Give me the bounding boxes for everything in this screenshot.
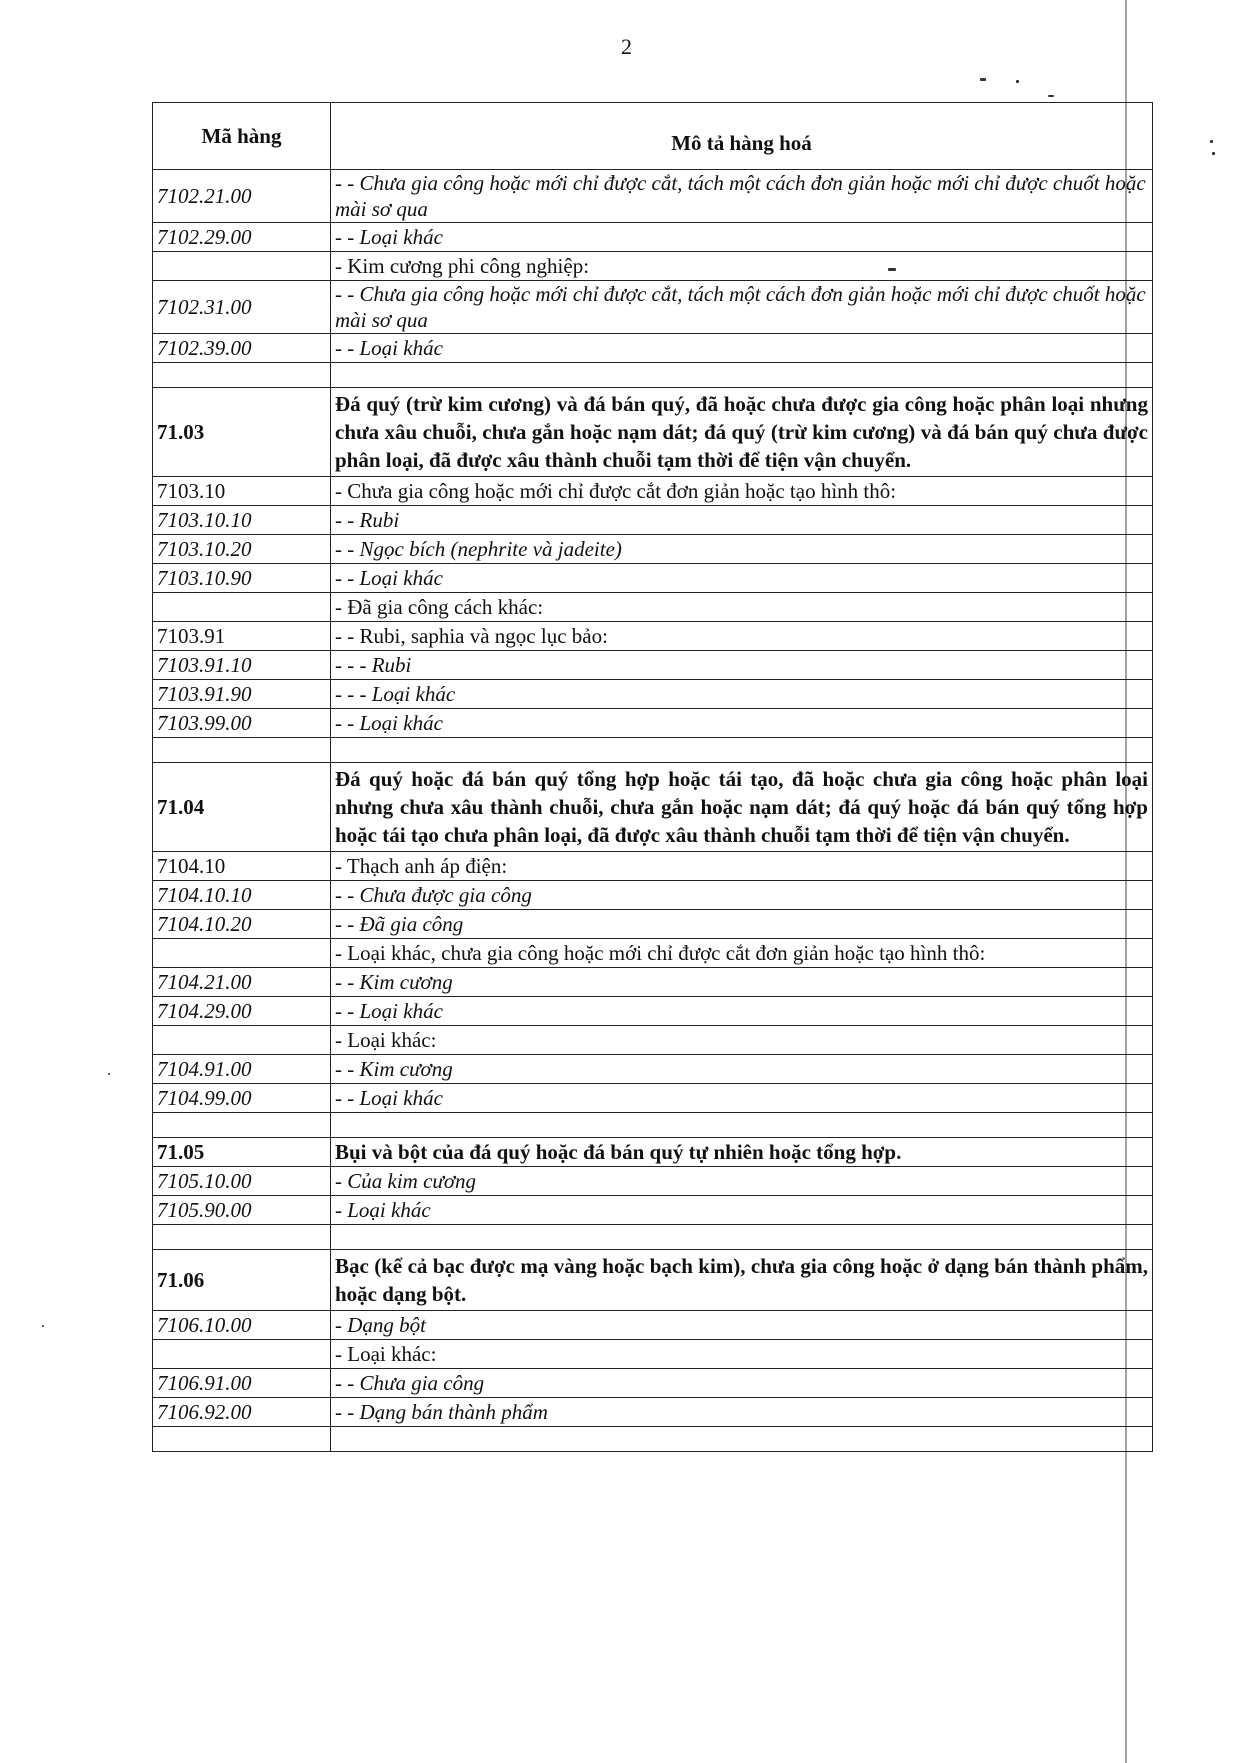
hs-code-cell xyxy=(153,738,331,763)
hs-code-cell: 7104.21.00 xyxy=(153,968,331,997)
table-row xyxy=(153,709,1153,738)
description-cell xyxy=(331,1225,1153,1250)
description-cell: Đá quý (trừ kim cương) và đá bán quý, đã hoặc chưa được gia công hoặc phân loại nhưng chưa xâu chuỗi, chưa gắn hoặc nạm dát; đá quý (trừ kim cương) và đá bán quý chưa được phân loại, đã được xâu thành chuỗi tạm thời để tiện vận chuyển. xyxy=(331,388,1153,477)
table-row xyxy=(153,1084,1153,1113)
hs-code-cell: 7103.10.20 xyxy=(153,535,331,564)
description-cell: - - Chưa gia công hoặc mới chỉ được cắt, tách một cách đơn giản hoặc mới chỉ được chuốt hoặc mài sơ qua xyxy=(331,281,1153,334)
table-header-row xyxy=(153,103,1153,170)
table-row xyxy=(153,1196,1153,1225)
hs-code-cell: 7106.92.00 xyxy=(153,1398,331,1427)
description-cell: - - Dạng bán thành phẩm xyxy=(331,1398,1153,1427)
hs-code-cell: 7106.10.00 xyxy=(153,1311,331,1340)
table-row xyxy=(153,997,1153,1026)
hs-code-cell xyxy=(153,252,331,281)
table-row xyxy=(153,1250,1153,1311)
description-cell: - - Chưa được gia công xyxy=(331,881,1153,910)
table-row xyxy=(153,852,1153,881)
hs-code-cell: 7104.10.20 xyxy=(153,910,331,939)
description-cell: - - Chưa gia công hoặc mới chỉ được cắt, tách một cách đơn giản hoặc mới chỉ được chuốt hoặc mài sơ qua xyxy=(331,170,1153,223)
hs-code-cell: 7102.31.00 xyxy=(153,281,331,334)
scan-speck xyxy=(1016,80,1019,83)
hs-code-cell xyxy=(153,1340,331,1369)
hs-code-cell: 7104.99.00 xyxy=(153,1084,331,1113)
table-row xyxy=(153,1225,1153,1250)
table-row xyxy=(153,1340,1153,1369)
scan-speck xyxy=(1048,95,1054,97)
description-cell: - Loại khác: xyxy=(331,1340,1153,1369)
hs-code-cell: 7104.91.00 xyxy=(153,1055,331,1084)
hs-code-cell: 7103.99.00 xyxy=(153,709,331,738)
description-cell xyxy=(331,1113,1153,1138)
description-cell: - Loại khác, chưa gia công hoặc mới chỉ được cắt đơn giản hoặc tạo hình thô: xyxy=(331,939,1153,968)
hs-code-cell: 7103.91.90 xyxy=(153,680,331,709)
table-row xyxy=(153,680,1153,709)
hs-code-cell xyxy=(153,363,331,388)
table-row xyxy=(153,910,1153,939)
hs-code-cell xyxy=(153,939,331,968)
table-row xyxy=(153,477,1153,506)
table-row xyxy=(153,1113,1153,1138)
description-cell xyxy=(331,363,1153,388)
description-cell: Đá quý hoặc đá bán quý tổng hợp hoặc tái tạo, đã hoặc chưa gia công hoặc phân loại nhưng chưa xâu thành chuỗi, chưa gắn hoặc nạm dát; đá quý hoặc đá bán quý tổng hợp hoặc tái tạo chưa phân loại, đã được xâu thành chuỗi tạm thời để tiện vận chuyển. xyxy=(331,763,1153,852)
table-row xyxy=(153,252,1153,281)
description-cell: - Kim cương phi công nghiệp: xyxy=(331,252,1153,281)
description-cell: - Dạng bột xyxy=(331,1311,1153,1340)
description-cell: - - Rubi, saphia và ngọc lục bảo: xyxy=(331,622,1153,651)
hs-code-cell: 7106.91.00 xyxy=(153,1369,331,1398)
table-row xyxy=(153,223,1153,252)
description-cell: - - Loại khác xyxy=(331,1084,1153,1113)
hs-code-cell xyxy=(153,593,331,622)
description-cell: - - Rubi xyxy=(331,506,1153,535)
table-row xyxy=(153,334,1153,363)
description-cell: - - Loại khác xyxy=(331,997,1153,1026)
description-cell: - Đã gia công cách khác: xyxy=(331,593,1153,622)
hs-code-cell xyxy=(153,1026,331,1055)
table-row xyxy=(153,763,1153,852)
scan-speck xyxy=(108,1073,110,1075)
description-cell: - Của kim cương xyxy=(331,1167,1153,1196)
hs-code-cell: 71.06 xyxy=(153,1250,331,1311)
description-cell: Bụi và bột của đá quý hoặc đá bán quý tự nhiên hoặc tổng hợp. xyxy=(331,1138,1153,1167)
table-row xyxy=(153,1026,1153,1055)
description-cell: - - Loại khác xyxy=(331,709,1153,738)
hs-code-cell: 7104.10.10 xyxy=(153,881,331,910)
scan-speck xyxy=(888,268,896,271)
table-row xyxy=(153,968,1153,997)
table-row xyxy=(153,1138,1153,1167)
description-cell: - - Chưa gia công xyxy=(331,1369,1153,1398)
hs-code-cell: 7103.91 xyxy=(153,622,331,651)
hs-code-cell: 7103.91.10 xyxy=(153,651,331,680)
table-row xyxy=(153,1055,1153,1084)
table-row xyxy=(153,170,1153,223)
hs-code-cell xyxy=(153,1427,331,1452)
description-cell: - - - Rubi xyxy=(331,651,1153,680)
description-cell: - - Kim cương xyxy=(331,968,1153,997)
table-row xyxy=(153,622,1153,651)
scan-speck xyxy=(980,78,986,81)
hs-code-cell: 7103.10.10 xyxy=(153,506,331,535)
hs-code-cell: 7102.39.00 xyxy=(153,334,331,363)
description-cell: - - Ngọc bích (nephrite và jadeite) xyxy=(331,535,1153,564)
hs-code-cell: 71.04 xyxy=(153,763,331,852)
table-row xyxy=(153,1369,1153,1398)
hs-code-cell: 7105.10.00 xyxy=(153,1167,331,1196)
tariff-table xyxy=(152,102,1153,1452)
header-description: Mô tả hàng hoá xyxy=(331,103,1153,170)
table-row xyxy=(153,388,1153,477)
table-row xyxy=(153,1427,1153,1452)
table-row xyxy=(153,506,1153,535)
description-cell xyxy=(331,738,1153,763)
table-row xyxy=(153,1398,1153,1427)
scan-speck xyxy=(1210,140,1213,143)
header-code: Mã hàng xyxy=(153,103,331,170)
hs-code-cell: 7105.90.00 xyxy=(153,1196,331,1225)
description-cell: - - Kim cương xyxy=(331,1055,1153,1084)
table-row xyxy=(153,1167,1153,1196)
description-cell: - Loại khác xyxy=(331,1196,1153,1225)
description-cell: - - Đã gia công xyxy=(331,910,1153,939)
table-row xyxy=(153,281,1153,334)
description-cell: - Loại khác: xyxy=(331,1026,1153,1055)
description-cell: - - Loại khác xyxy=(331,223,1153,252)
description-cell: - Thạch anh áp điện: xyxy=(331,852,1153,881)
page-number: 2 xyxy=(621,34,632,59)
hs-code-cell: 7103.10 xyxy=(153,477,331,506)
scan-speck xyxy=(42,1325,44,1327)
table-row xyxy=(153,1311,1153,1340)
hs-code-cell: 7102.29.00 xyxy=(153,223,331,252)
description-cell: Bạc (kể cả bạc được mạ vàng hoặc bạch kim), chưa gia công hoặc ở dạng bán thành phẩm, hoặc dạng bột. xyxy=(331,1250,1153,1311)
scan-speck xyxy=(1212,152,1215,155)
table-row xyxy=(153,564,1153,593)
description-cell: - - Loại khác xyxy=(331,564,1153,593)
hs-code-cell: 71.05 xyxy=(153,1138,331,1167)
table-row xyxy=(153,939,1153,968)
table-row xyxy=(153,535,1153,564)
table-row xyxy=(153,738,1153,763)
table-row xyxy=(153,651,1153,680)
hs-code-cell: 7102.21.00 xyxy=(153,170,331,223)
hs-code-cell xyxy=(153,1113,331,1138)
hs-code-cell: 7103.10.90 xyxy=(153,564,331,593)
hs-code-cell xyxy=(153,1225,331,1250)
hs-code-cell: 7104.10 xyxy=(153,852,331,881)
description-cell: - - - Loại khác xyxy=(331,680,1153,709)
description-cell: - Chưa gia công hoặc mới chỉ được cắt đơn giản hoặc tạo hình thô: xyxy=(331,477,1153,506)
description-cell xyxy=(331,1427,1153,1452)
table-row xyxy=(153,881,1153,910)
table-row xyxy=(153,593,1153,622)
hs-code-cell: 71.03 xyxy=(153,388,331,477)
table-body xyxy=(153,170,1153,1452)
table-row xyxy=(153,363,1153,388)
description-cell: - - Loại khác xyxy=(331,334,1153,363)
hs-code-cell: 7104.29.00 xyxy=(153,997,331,1026)
